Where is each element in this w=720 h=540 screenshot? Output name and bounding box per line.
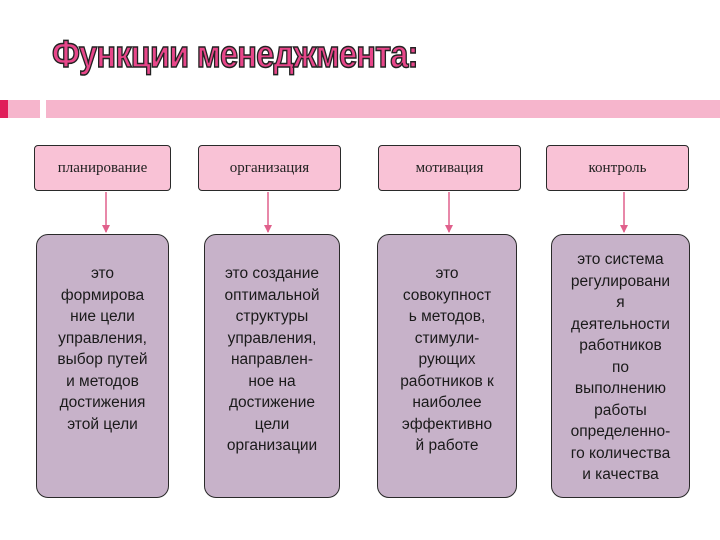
description-box-organizing <box>204 234 340 498</box>
function-label-motivation: мотивация <box>415 159 484 176</box>
function-label-planning: планирование <box>57 159 148 176</box>
description-control: это система регулировани я деятельности работников по выполнению работы определенно- го количества и качества <box>570 251 671 483</box>
function-box-planning <box>34 145 171 191</box>
slide-title: Функции менеджмента: <box>52 34 418 76</box>
description-organizing: это создание оптимальной структуры управления, направлен- ное на достижение цели организации <box>224 265 320 454</box>
function-label-control: контроль <box>588 159 647 176</box>
description-motivation: это совокупност ь методов, стимули- рующих работников к наиболее эффективно й работе <box>400 265 494 454</box>
description-box-motivation <box>377 234 517 498</box>
description-box-planning <box>36 234 169 498</box>
function-box-organizing <box>198 145 341 191</box>
function-box-motivation <box>378 145 521 191</box>
description-box-control <box>551 234 690 498</box>
function-label-organizing: организация <box>229 159 310 176</box>
description-planning: это формирова ние цели управления, выбор путей и методов достижения этой цели <box>57 265 148 433</box>
function-box-control <box>546 145 689 191</box>
